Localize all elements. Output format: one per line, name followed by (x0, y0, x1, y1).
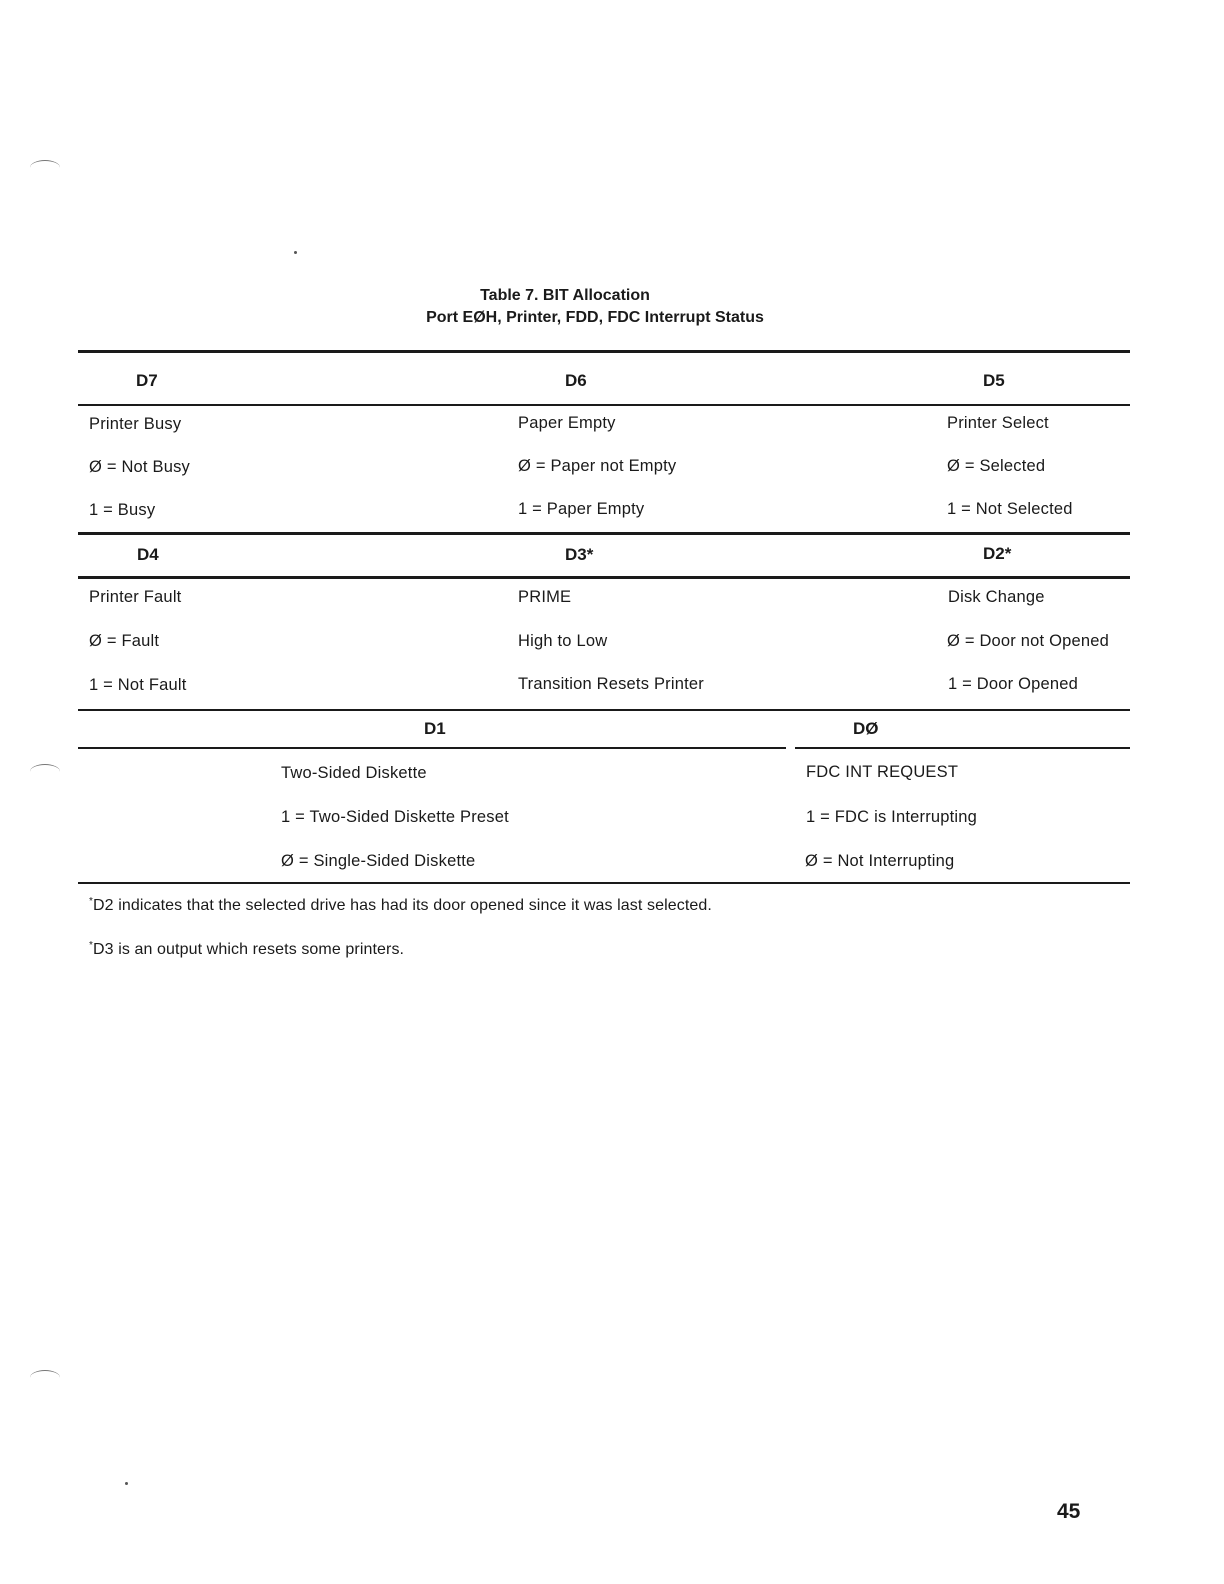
cell-text: High to Low (518, 632, 608, 650)
cell-text: 1 = Door Opened (948, 675, 1079, 693)
header-rule (78, 404, 1130, 406)
cell-text: Transition Resets Printer (518, 675, 704, 693)
header-rule (78, 576, 1130, 579)
table-title: Table 7. BIT Allocation (480, 287, 650, 304)
table-top-rule (78, 350, 1130, 353)
row-rule (78, 532, 1130, 535)
cell-text: Disk Change (948, 588, 1045, 606)
table-subtitle: Port EØH, Printer, FDD, FDC Interrupt Status (426, 309, 764, 326)
cell-text: Ø = Not Interrupting (805, 852, 955, 870)
page-number: 45 (1057, 1500, 1081, 1523)
footnote-text: D3 is an output which resets some printers. (93, 941, 405, 958)
bit-header-d3: D3* (565, 545, 594, 564)
cell-text: 1 = Two-Sided Diskette Preset (281, 808, 509, 826)
cell-text: Ø = Selected (947, 457, 1046, 475)
header-rule-left (78, 747, 786, 749)
bit-header-d7: D7 (136, 371, 158, 390)
footnote (89, 940, 404, 959)
bit-header-d6: D6 (565, 371, 587, 390)
scan-speck (125, 1482, 128, 1485)
header-rule-right (795, 747, 1130, 749)
cell-text: Two-Sided Diskette (281, 764, 427, 782)
scan-speck (294, 251, 297, 254)
scan-mark (30, 160, 60, 175)
bit-header-d5: D5 (983, 371, 1005, 390)
table-bottom-rule (78, 882, 1130, 884)
cell-text: Paper Empty (518, 414, 616, 432)
scan-mark (30, 764, 60, 779)
row-rule (78, 709, 1130, 711)
cell-text: 1 = Busy (89, 501, 156, 519)
cell-text: 1 = Paper Empty (518, 500, 645, 518)
footnote-mark: * (89, 940, 93, 951)
cell-text: Ø = Fault (89, 632, 160, 650)
cell-text: Ø = Door not Opened (947, 632, 1110, 650)
bit-header-d2: D2* (983, 544, 1012, 563)
footnote-mark: * (89, 896, 93, 907)
cell-text: Printer Busy (89, 415, 182, 433)
cell-text: Ø = Single-Sided Diskette (281, 852, 476, 870)
bit-header-d1: D1 (424, 719, 446, 738)
cell-text: 1 = Not Selected (947, 500, 1073, 518)
bit-header-d4: D4 (137, 545, 159, 564)
footnote (89, 896, 712, 915)
cell-text: PRIME (518, 588, 572, 606)
cell-text: Printer Fault (89, 588, 182, 606)
cell-text: Printer Select (947, 414, 1049, 432)
cell-text: Ø = Paper not Empty (518, 457, 677, 475)
scan-mark (30, 1370, 60, 1385)
cell-text: FDC INT REQUEST (806, 763, 959, 781)
footnote-text: D2 indicates that the selected drive has had its door opened since it was last selected. (93, 897, 712, 914)
cell-text: 1 = FDC is Interrupting (806, 808, 978, 826)
bit-header-d0: DØ (853, 719, 879, 738)
cell-text: 1 = Not Fault (89, 676, 187, 694)
cell-text: Ø = Not Busy (89, 458, 190, 476)
